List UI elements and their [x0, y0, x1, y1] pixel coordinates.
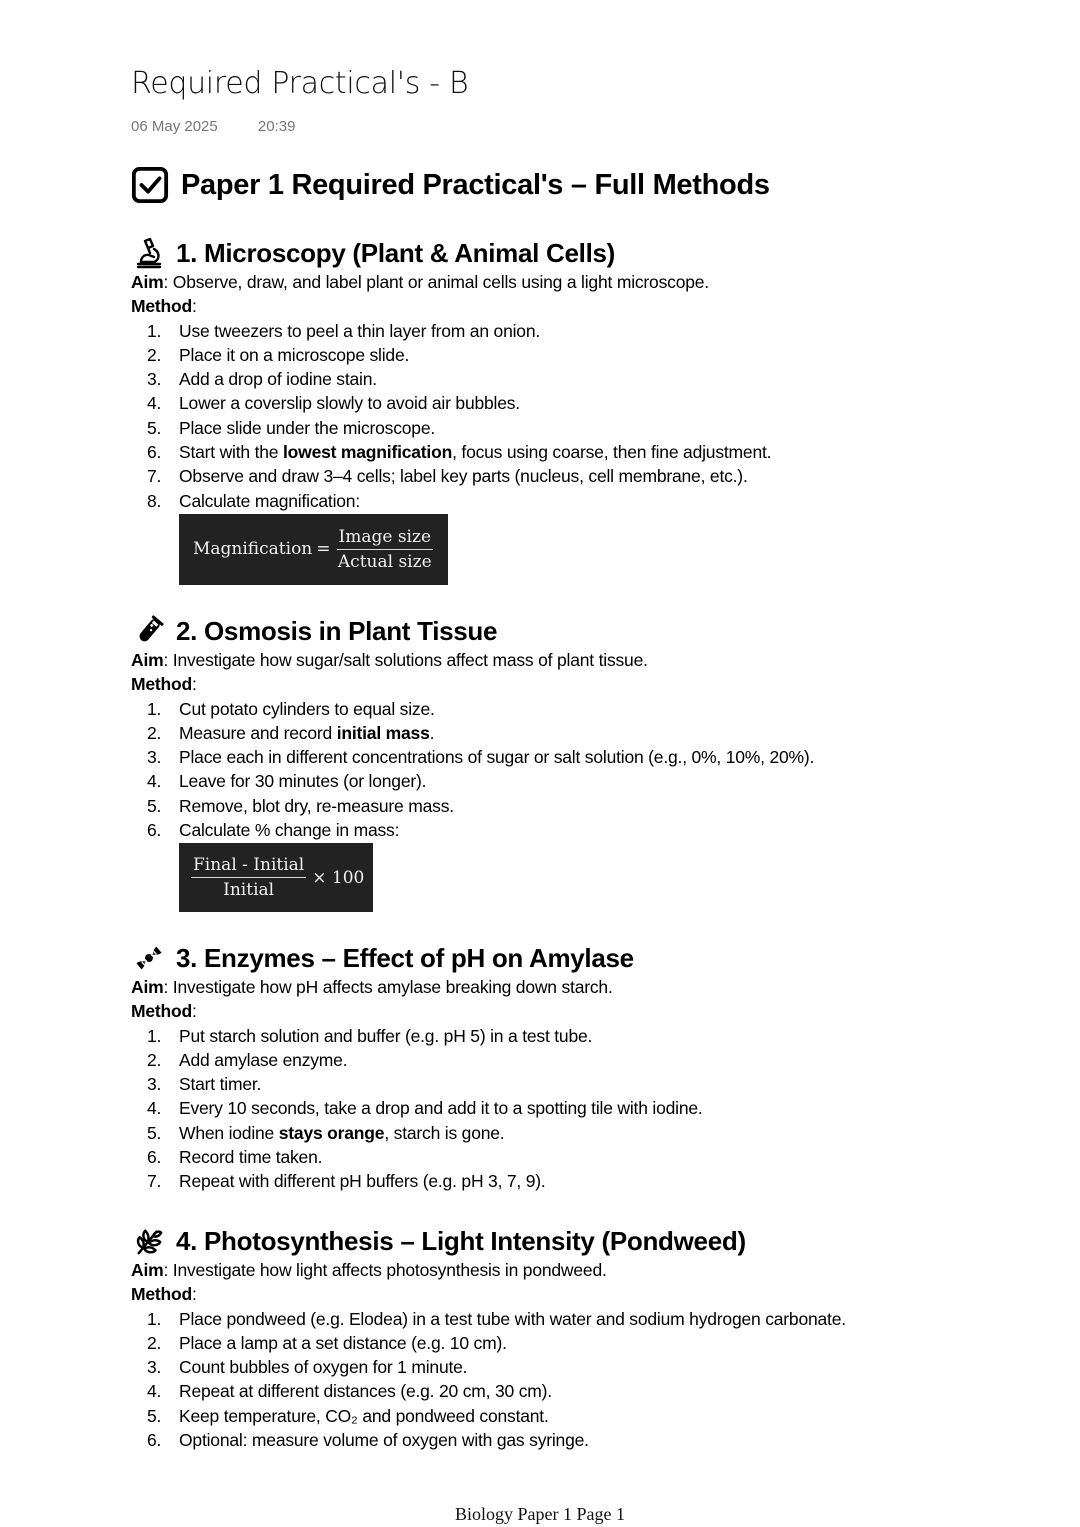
method-step: 2. Place a lamp at a set distance (e.g. 10 cm). [131, 1331, 1031, 1355]
page-title: Required Practical's - B [131, 66, 469, 101]
method-label: Method: [131, 296, 197, 317]
step-number: 6. [147, 820, 162, 841]
method-step: 1. Place pondweed (e.g. Elodea) in a test tube with water and sodium hydrogen carbonate. [131, 1307, 1031, 1331]
step-number: 2. [147, 722, 162, 743]
step-number: 3. [147, 369, 162, 390]
dna-icon [131, 941, 167, 975]
method-step: 7. Observe and draw 3–4 cells; label key parts (nucleus, cell membrane, etc.). [131, 464, 1031, 488]
method-step: 7. Repeat with different pH buffers (e.g. pH 3, 7, 9). [131, 1169, 1031, 1193]
step-number: 2. [147, 1049, 162, 1070]
method-step: 6. Start with the lowest magnification, focus using coarse, then fine adjustment. [131, 440, 1031, 464]
method-list [131, 319, 1031, 513]
method-step: 4. Repeat at different distances (e.g. 20 cm, 30 cm). [131, 1379, 1031, 1403]
percent-change-formula: $\frac{\text{Final - Initial}}{\text{Initial}}$ × 100 [179, 843, 373, 912]
step-number: 2. [147, 344, 162, 365]
step-number: 1. [147, 698, 162, 719]
method-step: 6. Record time taken. [131, 1145, 1031, 1169]
method-step: 1. Put starch solution and buffer (e.g. pH 5) in a test tube. [131, 1024, 1031, 1048]
method-step: 3. Place each in different concentrations of sugar or salt solution (e.g., 0%, 10%, 20%). [131, 745, 1031, 769]
method-step: 5. When iodine stays orange, starch is gone. [131, 1121, 1031, 1145]
step-number: 3. [147, 747, 162, 768]
step-number: 5. [147, 1405, 162, 1426]
checkbox-checked-icon [131, 166, 169, 204]
step-number: 6. [147, 1147, 162, 1168]
section-enzymes [131, 941, 1031, 1194]
step-number: 4. [147, 1381, 162, 1402]
method-step: 6. Optional: measure volume of oxygen with gas syringe. [131, 1428, 1031, 1452]
herb-icon [131, 1224, 167, 1258]
section-microscopy [131, 236, 1031, 585]
page-footer: Biology Paper 1 Page 1 [455, 1504, 625, 1524]
step-number: 5. [147, 1122, 162, 1143]
method-step: 2. Measure and record initial mass. [131, 721, 1031, 745]
aim-line: Aim: Investigate how sugar/salt solutions affect mass of plant tissue. [131, 650, 648, 670]
method-label: Method: [131, 1001, 197, 1022]
step-number: 7. [147, 1171, 162, 1192]
step-number: 3. [147, 1074, 162, 1095]
section-heading: 3. Enzymes – Effect of pH on Amylase [131, 941, 1031, 975]
section-osmosis [131, 614, 1031, 912]
method-list [131, 1024, 1031, 1194]
step-number: 5. [147, 795, 162, 816]
method-step: 1. Cut potato cylinders to equal size. [131, 697, 1031, 721]
aim-line: Aim: Investigate how pH affects amylase breaking down starch. [131, 977, 613, 997]
step-number: 1. [147, 320, 162, 341]
step-number: 3. [147, 1357, 162, 1378]
method-step: 3. Add a drop of iodine stain. [131, 367, 1031, 391]
step-number: 1. [147, 1308, 162, 1329]
section-heading: 4. Photosynthesis – Light Intensity (Pondweed) [131, 1224, 1031, 1258]
method-label: Method: [131, 1284, 197, 1305]
page-date: 06 May 2025 [131, 118, 218, 135]
method-list [131, 1307, 1031, 1453]
section-heading: 2. Osmosis in Plant Tissue [131, 614, 1031, 648]
step-number: 4. [147, 393, 162, 414]
step-number: 6. [147, 1430, 162, 1451]
section-photosynthesis [131, 1224, 1031, 1452]
method-step: 1. Use tweezers to peel a thin layer from an onion. [131, 319, 1031, 343]
method-list [131, 697, 1031, 843]
page-time: 20:39 [257, 118, 296, 135]
method-step: 4. Lower a coverslip slowly to avoid air bubbles. [131, 391, 1031, 415]
main-heading-text: Paper 1 Required Practical's – Full Methods [181, 168, 770, 201]
step-number: 7. [147, 466, 162, 487]
main-heading [131, 166, 770, 204]
aim-line: Aim: Investigate how light affects photosynthesis in pondweed. [131, 1260, 607, 1280]
microscope-icon [131, 236, 167, 270]
method-step: 4. Leave for 30 minutes (or longer). [131, 769, 1031, 793]
method-step: 2. Place it on a microscope slide. [131, 343, 1031, 367]
method-step: 5. Keep temperature, CO₂ and pondweed constant. [131, 1404, 1031, 1428]
page-meta [131, 118, 295, 135]
method-step: 5. Place slide under the microscope. [131, 416, 1031, 440]
step-number: 5. [147, 417, 162, 438]
section-heading: 1. Microscopy (Plant & Animal Cells) [131, 236, 1031, 270]
method-step: 4. Every 10 seconds, take a drop and add it to a spotting tile with iodine. [131, 1096, 1031, 1120]
step-number: 6. [147, 442, 162, 463]
step-number: 4. [147, 1098, 162, 1119]
method-step: 8. Calculate magnification: [131, 489, 1031, 513]
method-step: 3. Count bubbles of oxygen for 1 minute. [131, 1355, 1031, 1379]
step-number: 4. [147, 771, 162, 792]
method-step: 6. Calculate % change in mass: [131, 818, 1031, 842]
aim-line: Aim: Observe, draw, and label plant or animal cells using a light microscope. [131, 272, 709, 292]
step-number: 1. [147, 1025, 162, 1046]
method-step: 2. Add amylase enzyme. [131, 1048, 1031, 1072]
step-number: 8. [147, 490, 162, 511]
method-label: Method: [131, 674, 197, 695]
method-step: 5. Remove, blot dry, re-measure mass. [131, 794, 1031, 818]
method-step: 3. Start timer. [131, 1072, 1031, 1096]
magnification-formula: Magnification = $\frac{\text{Image size}}{\text{Actual size}}$ [179, 514, 448, 585]
step-number: 2. [147, 1332, 162, 1353]
test-tube-icon [131, 614, 167, 648]
